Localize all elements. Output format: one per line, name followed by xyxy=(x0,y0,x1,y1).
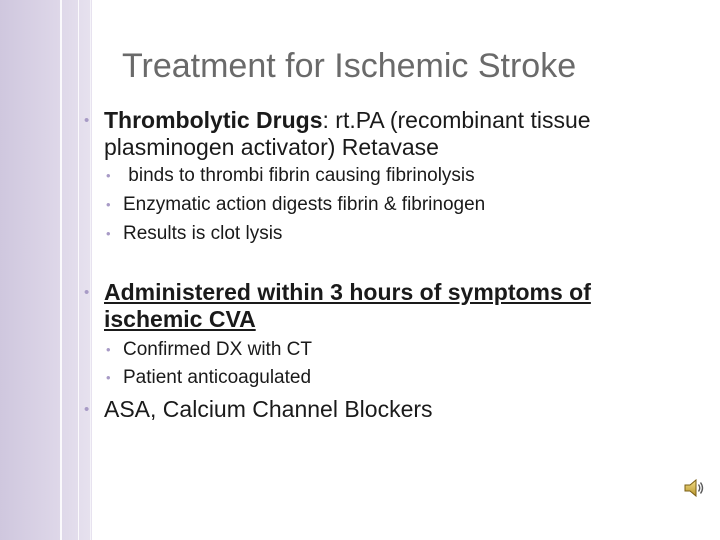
bullet-dot: • xyxy=(106,168,111,183)
bullet-dot: • xyxy=(106,342,111,357)
bullet-asa-ccb xyxy=(84,396,704,423)
bullet-thrombolytic-drugs xyxy=(84,107,704,161)
bullet-text-line2: plasminogen activator) Retavase xyxy=(104,134,439,160)
bullet-dot: • xyxy=(106,370,111,385)
sub-bullet xyxy=(106,193,485,217)
sub-bullet-text: Patient anticoagulated xyxy=(123,367,312,388)
decorative-band-line xyxy=(90,0,91,540)
sub-bullet xyxy=(106,164,475,188)
sub-bullet-text: Confirmed DX with CT xyxy=(123,339,312,360)
decorative-band-line xyxy=(78,0,79,540)
bullet-text-line2: ischemic CVA xyxy=(104,306,256,332)
bullet-dot: • xyxy=(84,284,90,301)
sub-bullet xyxy=(106,222,282,246)
bullet-text xyxy=(104,107,591,161)
slide-title: Treatment for Ischemic Stroke xyxy=(122,47,577,85)
bullet-dot: • xyxy=(106,197,111,212)
sub-bullet-text: Results is clot lysis xyxy=(123,223,283,244)
decorative-band-line xyxy=(60,0,62,540)
bullet-bold-label: Thrombolytic Drugs xyxy=(104,107,323,133)
sub-bullet-text: Enzymatic action digests fibrin & fibrinogen xyxy=(123,194,486,215)
bullet-dot: • xyxy=(106,226,111,241)
bullet-administered xyxy=(84,279,704,333)
bullet-text: ASA, Calcium Channel Blockers xyxy=(104,396,433,422)
sub-bullet-text: binds to thrombi fibrin causing fibrinolysis xyxy=(123,165,475,186)
bullet-dot: • xyxy=(84,112,90,129)
bullet-text-line1: : rt.PA (recombinant tissue xyxy=(322,107,591,133)
speaker-icon[interactable] xyxy=(682,476,706,500)
sub-bullet xyxy=(106,338,312,362)
bullet-text xyxy=(104,279,591,333)
bullet-dot: • xyxy=(84,401,90,418)
sub-bullet xyxy=(106,366,311,390)
bullet-text-line1: Administered within 3 hours of symptoms of xyxy=(104,279,591,305)
